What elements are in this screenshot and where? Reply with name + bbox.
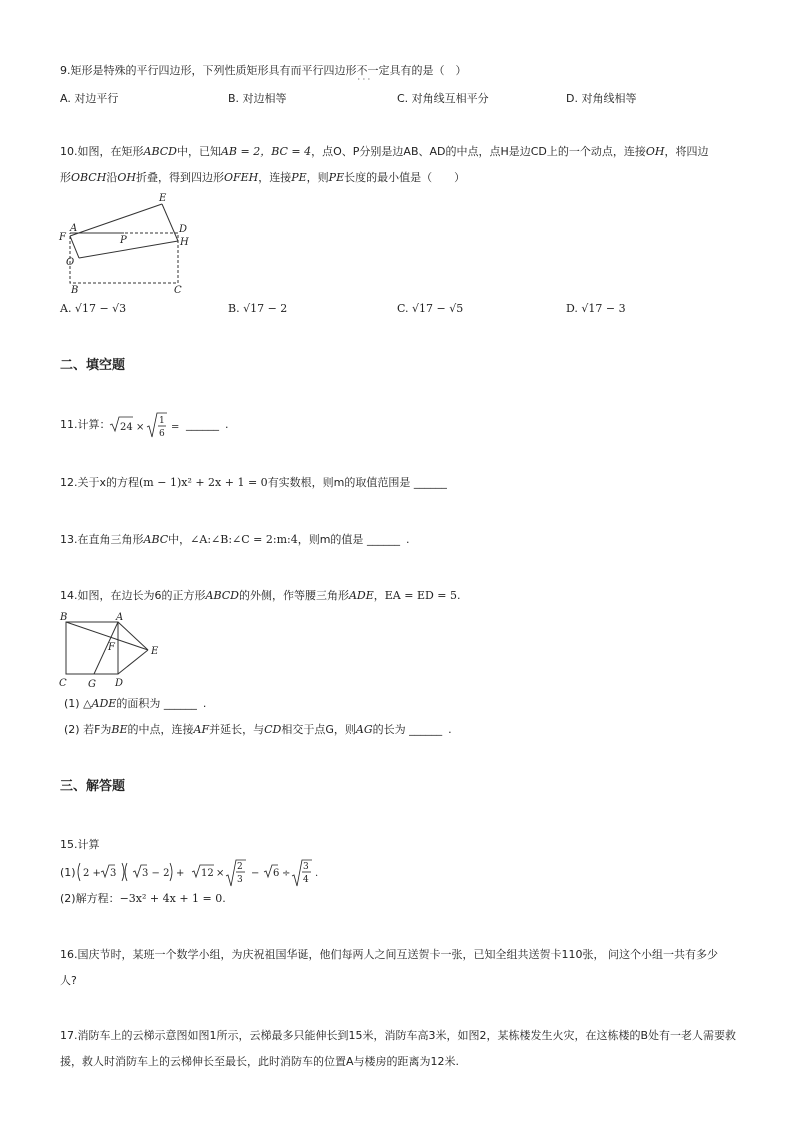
q17-line2: 援，救人时消防车上的云梯伸长至最长，此时消防车的位置A与楼房的距离为12米. (60, 1055, 460, 1068)
q13-text: 中， (168, 533, 191, 546)
q10-math: PE (328, 171, 345, 184)
q14-sub2-text: 的长为 (372, 723, 406, 736)
q10-label-O: O (66, 257, 75, 268)
q11-text: 11.计算： (60, 418, 111, 431)
q10-label-A: A (70, 223, 78, 234)
q10-text: ，点O、P分别是边AB、AD的中点，点H是边CD上的一个动点，连接 (311, 145, 646, 158)
q14-label-A: A (116, 612, 124, 623)
q14-sub2-end: . (448, 723, 452, 736)
svg-text:3: 3 (110, 868, 117, 879)
svg-text:2 +: 2 + (83, 868, 101, 879)
q14-label-F: F (108, 642, 115, 653)
q12-text: 12.关于x的方程 (60, 476, 140, 489)
q14-sub2-text: (2) 若F为 (64, 723, 112, 736)
q13-blank[interactable]: ______ (366, 533, 400, 546)
q14-sub2-math: CD (264, 723, 282, 736)
q15-part2-math: −3x² + 4x + 1 = 0 (119, 892, 223, 905)
q14-sub2-math: BE (111, 723, 128, 736)
q13-math: ABC (143, 533, 169, 546)
svg-text:12: 12 (201, 868, 214, 879)
q10-text: 折叠，得到四边形 (135, 171, 224, 184)
q9-option-c: C. 对角线互相平分 (397, 92, 489, 105)
q10-text: 中，已知 (176, 145, 221, 158)
q14-sub2-blank[interactable]: ______ (409, 723, 443, 736)
q13-math: ∠A:∠B:∠C = 2:m:4 (190, 533, 298, 546)
q14-label-C: C (59, 678, 67, 689)
section-fill-in-heading: 二、填空题 (60, 358, 126, 373)
svg-text:4: 4 (303, 875, 309, 885)
svg-text:3 − 2: 3 − 2 (142, 868, 170, 879)
q9-option-d: D. 对角线相等 (566, 92, 637, 105)
q13-text: 13.在直角三角形 (60, 533, 144, 546)
q10-label-C: C (174, 285, 182, 296)
q14-text: 的外侧，作等腰三角形 (238, 589, 349, 602)
q10-math: PE (291, 171, 307, 184)
q17-line1: 17.消防车上的云梯示意图如图1所示，云梯最多只能伸长到15米，消防车高3米，如图2，某栋楼发生火灾，在这栋楼的B处有一老人需要救 (60, 1029, 737, 1042)
q10-math: OH (645, 145, 665, 158)
svg-text:6: 6 (273, 868, 280, 879)
q14-math: EA = ED = 5 (384, 589, 458, 602)
q9-option-b: B. 对边相等 (228, 92, 287, 105)
q9-text-a: 9.矩形是特殊的平行四边形，下列性质矩形具有而平行四边形 (60, 64, 357, 77)
q16-line1: 16.国庆节时，某班一个数学小组，为庆祝祖国华诞，他们每两人之间互送贺卡一张，已知全组共送贺卡110张， 问这个小组一共有多少 (60, 948, 718, 961)
q10-label-H: H (180, 237, 189, 248)
q15-part1-label: (1) (60, 866, 76, 879)
svg-text:1: 1 (159, 416, 165, 426)
q11-blank: ______ (186, 418, 219, 431)
svg-text:3: 3 (303, 862, 309, 872)
q10-text: 长度的最小值是（ ） (344, 171, 466, 184)
q10-text: 10.如图，在矩形 (60, 145, 144, 158)
svg-text:2: 2 (237, 862, 243, 872)
q10-option-a: A. √17 − √3 (60, 302, 127, 315)
q10-math: OBCH (71, 171, 107, 184)
q10-label-B: B (71, 285, 79, 296)
q14-text: ， (373, 589, 385, 602)
q16-line2: 人? (60, 974, 77, 987)
svg-text:+: + (176, 868, 185, 879)
q10-option-b: B. √17 − 2 (228, 302, 288, 315)
q14-label-G: G (88, 679, 96, 690)
q10-math: OFEH (223, 171, 259, 184)
q14-sub2-text: 的中点，连接 (127, 723, 194, 736)
q10-math: OH (117, 171, 136, 184)
q14-label-D: D (115, 678, 124, 689)
q14-text: 14.如图，在边长为6的正方形 (60, 589, 206, 602)
q10-math: AB = 2，BC = 4 (220, 145, 312, 158)
q10-text: ，连接 (258, 171, 292, 184)
svg-text:−: − (251, 868, 260, 879)
svg-text:×: × (136, 422, 145, 433)
q15-part2-end: . (222, 892, 226, 905)
q10-option-c: C. √17 − √5 (397, 302, 464, 315)
q10-label-P: P (120, 235, 127, 246)
svg-text:.: . (315, 868, 319, 879)
q10-text: ，将四边 (664, 145, 709, 158)
section-solve-heading: 三、解答题 (60, 779, 126, 794)
q14-math: ABCD (205, 589, 239, 602)
svg-text:24: 24 (120, 422, 133, 433)
q10-label-D: D (179, 224, 188, 235)
q14-sub2-math: AG (355, 723, 373, 736)
q12-blank[interactable]: ______ (413, 476, 447, 489)
q9-text-b: 具有的是（ ） (389, 64, 467, 77)
q14-sub2-math: AF (193, 723, 210, 736)
svg-text:×: × (216, 868, 225, 879)
q14-sub2-text: 并延长，与 (209, 723, 265, 736)
q15-title: 15.计算 (60, 838, 100, 851)
q14-label-B: B (60, 612, 68, 623)
q9-option-a: A. 对边平行 (60, 92, 119, 105)
q11-end: . (225, 418, 229, 431)
q14-sub1-text: 的面积为 (116, 697, 161, 710)
q15-part2-text: (2)解方程： (60, 892, 120, 905)
q12-math: (m − 1)x² + 2x + 1 = 0 (139, 476, 268, 489)
q9-emphasis: 不一定 · · · (357, 64, 390, 77)
q10-text: ，则 (306, 171, 329, 184)
q14-sub1-text: (1) △ (64, 697, 92, 710)
q14-sub1-blank[interactable]: ______ (163, 697, 197, 710)
svg-text:6: 6 (159, 429, 165, 439)
q10-text: 形 (60, 171, 71, 184)
q10-option-d: D. √17 − 3 (566, 302, 626, 315)
q14-math: ADE (348, 589, 374, 602)
q15-part2 (60, 892, 226, 906)
q14-text: . (457, 589, 461, 602)
svg-text:=: = (171, 422, 180, 433)
q10-text: 沿 (106, 171, 118, 184)
q13-text: ，则m的值是 (297, 533, 364, 546)
q10-label-E: E (159, 193, 167, 204)
q10-label-F: F (59, 232, 66, 243)
q14-sub1-math: ADE (91, 697, 117, 710)
q14-sub1-end: . (202, 697, 207, 710)
q13-end: . (405, 533, 410, 546)
svg-text:3: 3 (237, 875, 243, 885)
svg-text:÷: ÷ (282, 868, 291, 879)
q12-text: 有实数根，则m的取值范围是 (267, 476, 411, 489)
q14-sub2-text: 相交于点G，则 (281, 723, 356, 736)
q10-math: ABCD (143, 145, 177, 158)
q14-label-E: E (151, 646, 159, 657)
